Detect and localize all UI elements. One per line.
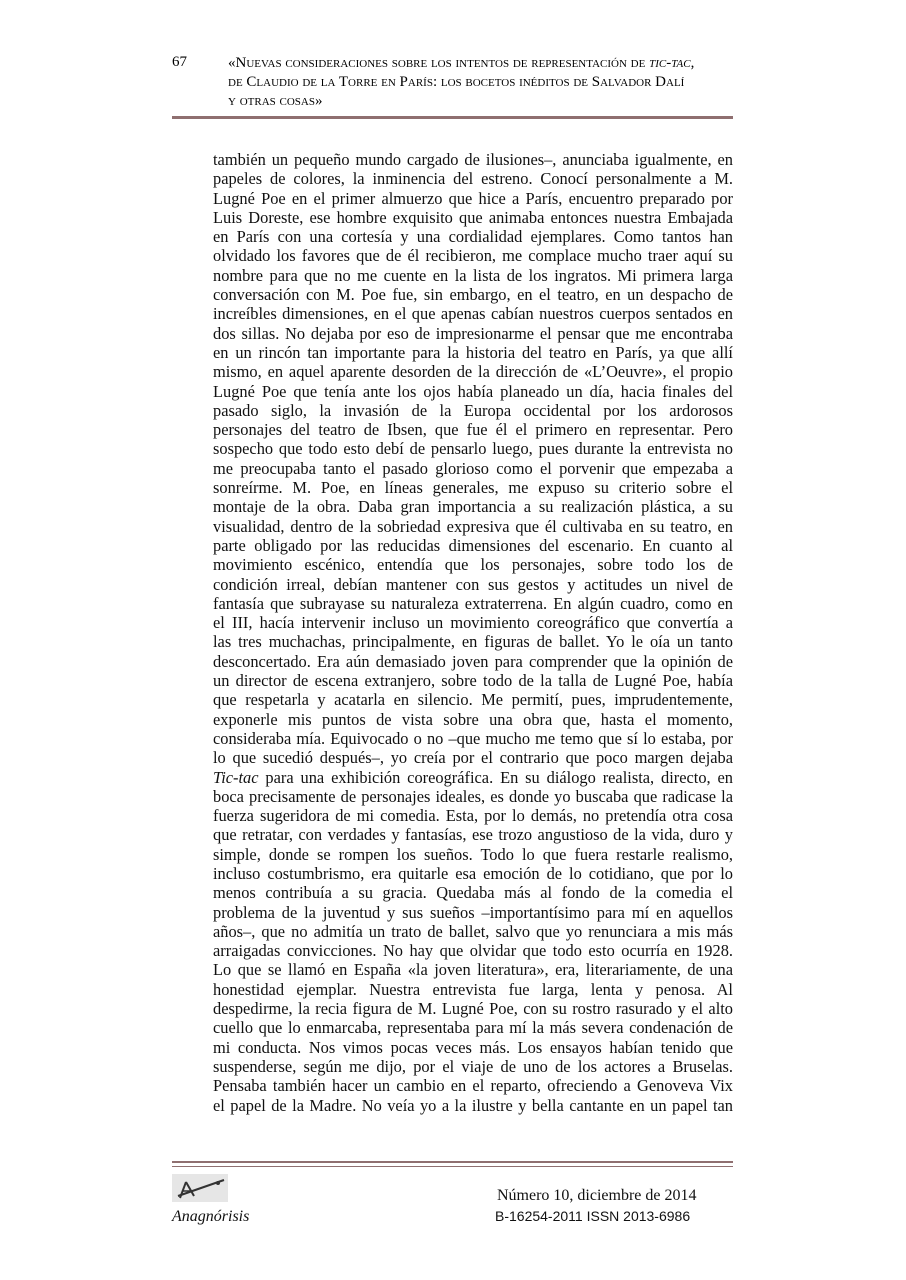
body-line: un director de escena extranjero, sobre todo de la talla de Lugné Poe, había — [213, 671, 733, 691]
body-line: dos sillas. No dejaba por eso de impresionarme el pensar que me encontraba — [213, 323, 733, 343]
header-line-3: y otras cosas» — [228, 93, 323, 109]
body-line: me preocupaba tanto el pasado glorioso como el porvenir que empezaba a — [213, 458, 733, 478]
body-line: sonreírme. M. Poe, en líneas generales, me expuso su criterio sobre el — [213, 478, 733, 498]
body-line: Tic-tac para una exhibición coreográfica. En su diálogo realista, directo, en — [213, 767, 733, 787]
body-line: papeles de colores, la inminencia del estreno. Conocí personalmente a M. — [213, 169, 733, 189]
body-line: conversación con M. Poe fue, sin embargo, en el teatro, en un despacho de — [213, 285, 733, 305]
body-line: olvidado los favores que de él recibieron, me complace mucho traer aquí su — [213, 246, 733, 266]
body-line: años–, que no admitía un trato de ballet, salvo que yo renunciara a mis más — [213, 921, 733, 941]
body-line: parte obligado por las reducidas dimensiones del escenario. En cuanto al — [213, 535, 733, 555]
body-line: mismo, en aquel aparente desorden de la dirección de «L’Oeuvre», el propio — [213, 362, 733, 382]
body-line: Luis Doreste, ese hombre exquisito que animaba entonces nuestra Embajada — [213, 207, 733, 227]
issn-info: B-16254-2011 ISSN 2013-6986 — [495, 1208, 691, 1224]
body-line: sospecho que todo esto debí de pensarlo luego, pues durante la entrevista no — [213, 439, 733, 459]
body-line: visualidad, dentro de la sobriedad expresiva que él cultivaba en su teatro, en — [213, 516, 733, 536]
logo-drawing-icon — [172, 1174, 228, 1202]
body-line: exponerle mis puntos de vista sobre una obra que, hasta el momento, — [213, 709, 733, 729]
body-line: las tres muchachas, principalmente, en figuras de ballet. Yo le oía un tanto — [213, 632, 733, 652]
body-line: que respetarla y acatarla en silencio. Me permití, pues, imprudentemente, — [213, 690, 733, 710]
body-line: arraigadas convicciones. No hay que olvidar que todo esto ocurría en 1928. — [213, 941, 733, 961]
body-line: simple, donde se rompen los sueños. Todo lo que fuera restarle realismo, — [213, 844, 733, 864]
header-line-1 — [228, 54, 738, 73]
page-number: 67 — [172, 54, 187, 70]
body-line: problema de la juventud y sus sueños –importantísimo para mí en aquellos — [213, 902, 733, 922]
header-line-2: de Claudio de la Torre en París: los bocetos inéditos de Salvador Dalí — [228, 74, 685, 90]
body-line: fantasía que subrayase su naturaleza extraterrena. En algún cuadro, como en — [213, 593, 733, 613]
body-text — [213, 150, 733, 1115]
body-line: desconcertado. Era aún demasiado joven para comprender que la opinión de — [213, 651, 733, 671]
body-line: personajes del teatro de Ibsen, que fue él el primero en representar. Pero — [213, 420, 733, 440]
body-line: pasado siglo, la invasión de la Europa occidental por los ardorosos — [213, 400, 733, 420]
body-line: mi conducta. Nos vimos pocas veces más. Los ensayos habían tenido que — [213, 1037, 733, 1057]
body-line: montaje de la obra. Daba gran importancia a su realización plástica, a su — [213, 497, 733, 517]
body-line: increíbles dimensiones, en el que apenas cabían nuestros cuerpos sentados en — [213, 304, 733, 324]
body-line: que retratar, con verdades y fantasías, ese trozo angustioso de la vida, duro y — [213, 825, 733, 845]
header-line-1-text: «Nuevas consideraciones sobre los intentos de representación de — [228, 55, 650, 71]
body-line: incluso costumbrismo, era quitarle esa emoción de lo cotidiano, que por lo — [213, 863, 733, 883]
body-line: también un pequeño mundo cargado de ilusiones–, anunciaba igualmente, en — [213, 150, 733, 169]
body-line: boca precisamente de personajes ideales, es donde yo buscaba que radicase la — [213, 786, 733, 806]
body-line: suspenderse, según me dijo, por el viaje de uno de los actores a Bruselas. — [213, 1056, 733, 1076]
italic-title: Tic-tac — [213, 767, 259, 787]
body-line: condición irreal, debían mantener con sus gestos y actitudes un nivel de — [213, 574, 733, 594]
body-line: movimiento escénico, entendía que los personajes, sobre todo los de — [213, 555, 733, 575]
footer-rule-thick — [172, 1161, 733, 1163]
body-line: cuello que lo enmarcaba, representaba para mí la más severa condenación de — [213, 1018, 733, 1038]
journal-name: Anagnórisis — [172, 1208, 250, 1225]
body-line: honestidad ejemplar. Nuestra entrevista fue larga, lenta y penosa. Al — [213, 979, 733, 999]
body-line: el III, hacía intervenir incluso un movimiento coreográfico que convertía a — [213, 613, 733, 633]
body-line: despedirme, la recia figura de M. Lugné Poe, con su rostro rasurado y el alto — [213, 999, 733, 1019]
body-line: consideraba mía. Equivocado o no –que mucho me temo que sí lo estaba, por — [213, 728, 733, 748]
body-line: Lo que se llamó en España «la joven literatura», era, literariamente, de una — [213, 960, 733, 980]
body-line: lo que sucedió después–, yo creía por el contrario que poco margen dejaba — [213, 748, 733, 768]
footer-rule-thin — [172, 1166, 733, 1167]
body-line: Lugné Poe en el primer almuerzo que hice a París, encuentro preparado por — [213, 188, 733, 208]
body-line: el papel de la Madre. No veía yo a la ilustre y bella cantante en un papel tan — [213, 1095, 733, 1115]
body-line: Pensaba también hacer un cambio en el reparto, ofreciendo a Genoveva Vix — [213, 1076, 733, 1096]
header-line-1-tail: , — [690, 55, 695, 71]
running-header — [228, 54, 738, 111]
body-line: menos contribuía a su gracia. Quedaba más al fondo de la comedia el — [213, 883, 733, 903]
issue-info: Número 10, diciembre de 2014 — [497, 1187, 697, 1204]
body-line: en un rincón tan importante para la historia del teatro en París, ya que allí — [213, 342, 733, 362]
body-line: en París con una cortesía y una cordialidad ejemplares. Como tantos han — [213, 227, 733, 247]
body-line: fuerza sugeridora de mi comedia. Esta, por lo demás, no pretendía otra cosa — [213, 806, 733, 826]
body-line: Lugné Poe que tenía ante los ojos había planeado un día, hacia finales del — [213, 381, 733, 401]
header-italic-title: tic-tac — [649, 55, 691, 71]
header-rule — [172, 116, 733, 119]
journal-logo-icon — [172, 1174, 228, 1202]
body-line: nombre para que no me cuente en la lista de los ingratos. Mi primera larga — [213, 265, 733, 285]
